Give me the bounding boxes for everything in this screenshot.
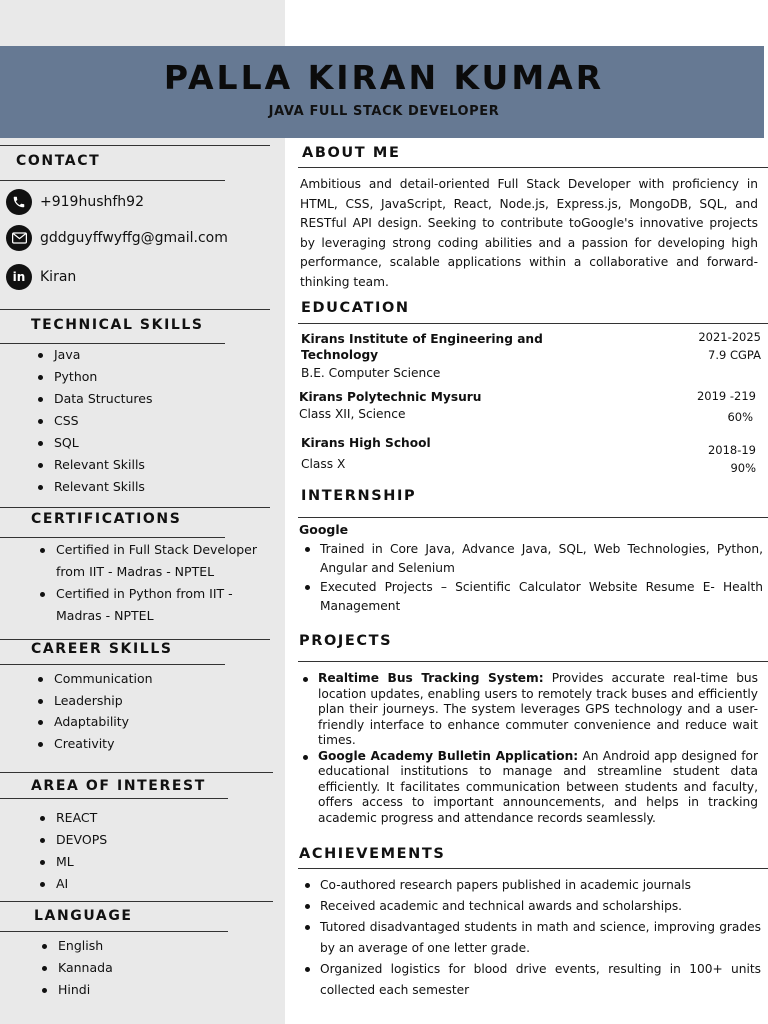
email-address[interactable]: gddguyffwyffg@gmail.com (40, 230, 228, 246)
education-title: EDUCATION (301, 300, 410, 316)
internship-title: INTERNSHIP (301, 488, 417, 504)
list-item: Hindi (58, 979, 113, 1001)
project-name: Google Academy Bulletin Application: (318, 748, 579, 763)
list-item: Tutored disadvantaged students in math and science, improving grades by an average of one letter grade. (320, 917, 761, 959)
list-item: Python (54, 366, 152, 388)
project-description: Provides accurate real-time bus location updates, enabling users to remotely track buses and efficiently plan their journeys. The system leverages GPS technology and a user-friendly interface to enhance commuter convenience and reduce wait times. (318, 671, 759, 747)
list-item: AI (56, 873, 107, 895)
internship-company: Google (299, 522, 349, 537)
career-skills-list (54, 668, 153, 754)
list-item: Certified in Full Stack Developer from IIT - Madras - NPTEL (56, 539, 262, 583)
career-skills-title: CAREER SKILLS (31, 641, 173, 657)
education-school: Kirans High School (301, 436, 431, 450)
list-item: Trained in Core Java, Advance Java, SQL, Web Technologies, Python, Angular and Selenium (320, 540, 763, 578)
phone-number[interactable]: +919hushfh92 (40, 194, 144, 210)
list-item: DEVOPS (56, 829, 107, 851)
divider (0, 901, 273, 902)
language-title: LANGUAGE (34, 908, 133, 924)
divider (0, 931, 228, 932)
divider (298, 661, 768, 662)
divider (0, 180, 225, 181)
contact-title: CONTACT (16, 153, 101, 169)
education-years: 2018-19 (707, 443, 756, 457)
divider (298, 323, 768, 324)
education-score: 60% (727, 410, 753, 424)
education-school: Kirans Polytechnic Mysuru (299, 390, 482, 404)
list-item: Java (54, 344, 152, 366)
divider (0, 507, 270, 508)
list-item: Creativity (54, 733, 153, 755)
list-item: Received academic and technical awards and scholarships. (320, 896, 761, 917)
projects-title: PROJECTS (299, 633, 393, 649)
list-item: Relevant Skills (54, 454, 152, 476)
education-degree: Class X (301, 457, 346, 471)
divider (298, 517, 768, 518)
technical-skills-list (54, 344, 152, 498)
list-item: Kannada (58, 957, 113, 979)
list-item: CSS (54, 410, 152, 432)
divider (0, 798, 228, 799)
divider (0, 664, 225, 665)
about-text: Ambitious and detail-oriented Full Stack Developer with proficiency in HTML, CSS, JavaScript, React, Node.js, Express.js, MongoDB, SQL, and RESTful API design. Seeking to contribute toGoogle's innovative projects by leveraging strong coding abilities and a passion for developing high performance, scalable applications within a collaborative and forward-thinking team. (300, 177, 758, 289)
area-of-interest-title: AREA OF INTEREST (31, 778, 206, 794)
contact-linkedin (6, 264, 76, 290)
list-item: Co-authored research papers published in academic journals (320, 875, 761, 896)
list-item: REACT (56, 807, 107, 829)
achievements-list (320, 875, 761, 1001)
education-score: 7.9 CGPA (708, 348, 761, 362)
list-item: Organized logistics for blood drive events, resulting in 100+ units collected each semester (320, 959, 761, 1001)
education-years: 2021-2025 (698, 330, 761, 344)
candidate-role: JAVA FULL STACK DEVELOPER (268, 104, 500, 119)
list-item: Leadership (54, 690, 153, 712)
education-score: 90% (730, 461, 756, 475)
certifications-list (56, 539, 262, 627)
list-item: Certified in Python from IIT - Madras - NPTEL (56, 583, 262, 627)
language-list (58, 935, 113, 1001)
candidate-name: PALLA KIRAN KUMAR (163, 58, 605, 97)
education-degree: B.E. Computer Science (301, 366, 441, 380)
project-description: An Android app designed for educational institutions to manage and streamline student data efficiently. It facilitates communication between students and faculty, offers access to important announcements, and helps in tracking academic progress and attendance records seamlessly. (318, 748, 758, 825)
list-item: Adaptability (54, 711, 153, 733)
divider (298, 868, 768, 869)
divider (0, 309, 270, 310)
contact-email (6, 225, 228, 251)
divider (0, 772, 273, 773)
divider (0, 639, 270, 640)
internship-list (320, 540, 763, 616)
divider (0, 145, 270, 146)
divider (0, 537, 225, 538)
area-of-interest-list (56, 807, 107, 895)
achievements-title: ACHIEVEMENTS (299, 846, 446, 862)
linkedin-icon: in (6, 264, 32, 290)
list-item: Executed Projects – Scientific Calculator Website Resume E- Health Management (320, 578, 763, 616)
list-item: ML (56, 851, 107, 873)
phone-icon (6, 189, 32, 215)
list-item: English (58, 935, 113, 957)
divider (298, 167, 768, 168)
list-item: Communication (54, 668, 153, 690)
about-title: ABOUT ME (302, 145, 401, 161)
projects-list (318, 671, 758, 826)
linkedin-handle[interactable]: Kiran (40, 269, 77, 285)
contact-phone (6, 189, 144, 215)
education-years: 2019 -219 (696, 389, 756, 403)
project-name: Realtime Bus Tracking System: (318, 671, 544, 685)
technical-skills-title: TECHNICAL SKILLS (31, 317, 204, 333)
education-degree: Class XII, Science (299, 407, 406, 421)
project-item (318, 749, 758, 827)
list-item: SQL (54, 432, 152, 454)
project-item (318, 671, 758, 749)
certifications-title: CERTIFICATIONS (31, 511, 182, 527)
list-item: Data Structures (54, 388, 152, 410)
list-item: Relevant Skills (54, 476, 152, 498)
mail-icon (6, 225, 32, 251)
education-school: Kirans Institute of Engineering and Technology (301, 332, 543, 362)
